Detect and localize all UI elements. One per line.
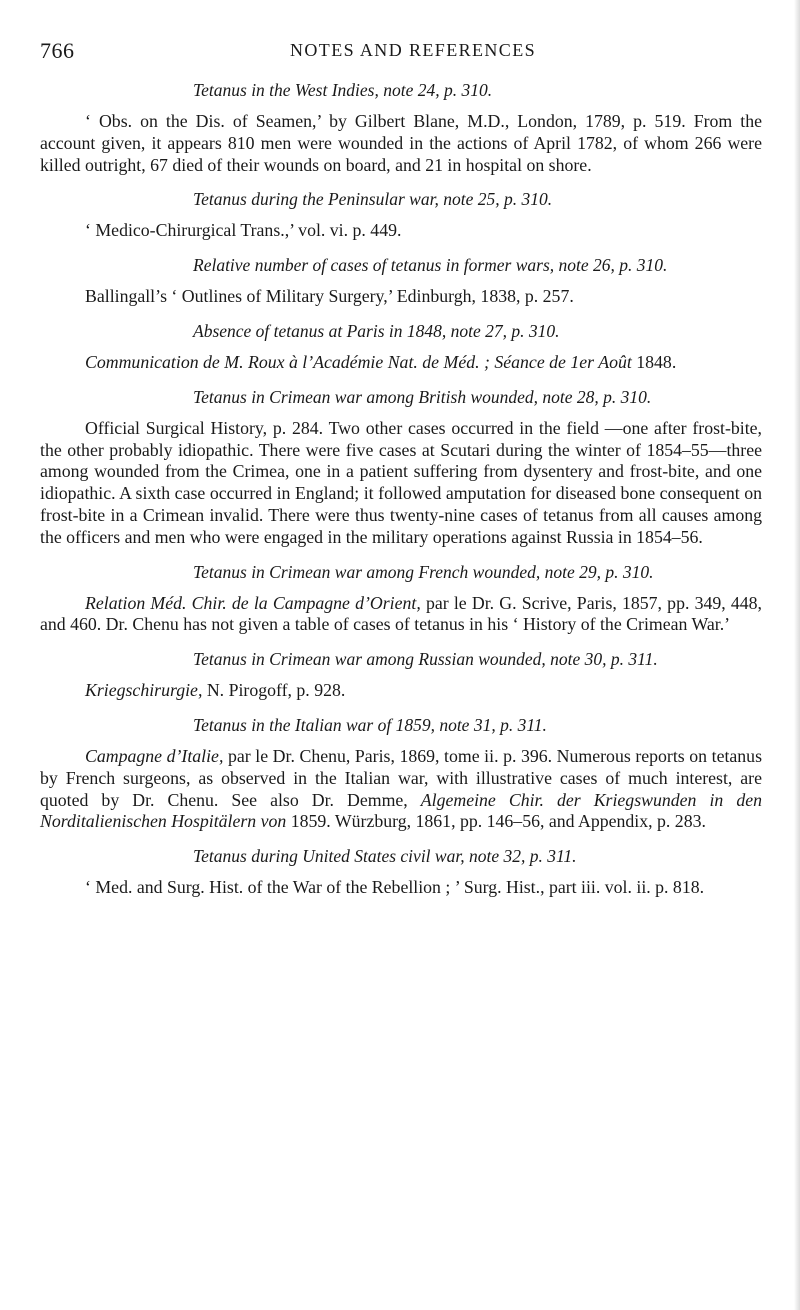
note-citation-rest: par le Dr. Chenu, Paris, 1869, tome ii. p. 396. Numerous reports on tetanus by French surgeons, as observed in the Italian war, with illustrative cases of much interest, are quoted by Dr. Chenu. See also Dr. Demme, — [40, 745, 762, 810]
note-citation-rest: 1848. — [636, 351, 677, 372]
running-title: NOTES AND REFERENCES — [290, 40, 537, 60]
note-text: ‘ Med. and Surg. Hist. of the War of the Rebellion ; ’ Surg. Hist., part iii. vol. ii. p. 818. — [85, 877, 705, 898]
note-section-29 — [40, 560, 762, 637]
note-section-24 — [40, 78, 762, 176]
note-citation-rest: N. Pirogoff, p. 928. — [206, 680, 346, 701]
note-citation: Kriegschirurgie, — [85, 680, 203, 701]
note-citation: Relation Méd. Chir. de la Campagne d’Orient, — [85, 592, 421, 613]
page-number: 766 — [40, 38, 75, 63]
note-heading: Tetanus in Crimean war among British wounded, note 28, p. 310. — [193, 386, 652, 407]
note-citation: Communication de M. Roux à l’Académie Nat. de Méd. ; Séance de 1er Août — [85, 351, 632, 372]
note-citation-rest-2: 1859. Würzburg, 1861, pp. 146–56, and Appendix, p. 283. — [290, 811, 706, 832]
note-section-25 — [40, 187, 762, 242]
page-header — [40, 38, 760, 68]
note-heading: Relative number of cases of tetanus in former wars, note 26, p. 310. — [193, 255, 668, 276]
note-text — [40, 680, 762, 702]
note-citation: Campagne d’Italie, — [85, 745, 224, 766]
note-section-27 — [40, 319, 762, 374]
note-heading: Absence of tetanus at Paris in 1848, note 27, p. 310. — [193, 320, 560, 341]
note-section-26 — [40, 253, 762, 308]
note-heading: Tetanus in Crimean war among French wounded, note 29, p. 310. — [193, 561, 654, 582]
note-citation-rest: par le Dr. G. Scrive, Paris, 1857, pp. 349, 448, and 460. Dr. Chenu has not given a table of cases of tetanus in his ‘ History of the Crimean War.’ — [40, 592, 762, 635]
note-text — [40, 593, 762, 637]
note-text — [40, 352, 762, 374]
note-citation-2: Algemeine Chir. der Kriegswunden in den Norditalienischen Hospitälern von — [40, 789, 762, 832]
note-text: ‘ Medico-Chirurgical Trans.,’ vol. vi. p. 449. — [85, 220, 402, 241]
note-section-28 — [40, 385, 762, 549]
page-edge-shadow — [794, 0, 800, 1310]
note-heading: Tetanus during the Peninsular war, note 25, p. 310. — [193, 189, 553, 210]
note-text — [40, 746, 762, 833]
notes-content — [40, 78, 762, 910]
note-section-32 — [40, 844, 762, 899]
note-text: Ballingall’s ‘ Outlines of Military Surgery,’ Edinburgh, 1838, p. 257. — [85, 286, 574, 307]
note-section-31 — [40, 713, 762, 833]
note-heading: Tetanus in the West Indies, note 24, p. 310. — [193, 80, 493, 100]
note-text: Official Surgical History, p. 284. Two other cases occurred in the field —one after frost-bite, the other probably idiopathic. There were five cases at Scutari during the winter of 1854–55—three among wounded from the Crimea, one in a patient suffering from dysentery and frost-bite, and one idiopathic. A sixth case occurred in England; it followed amputation for diseased bone consequent on frost-bite in a Crimean invalid. There were thus twenty-nine cases of tetanus from all causes among the officers and men who were engaged in the military operations against Russia in 1854–56. — [40, 417, 762, 547]
note-heading: Tetanus during United States civil war, note 32, p. 311. — [193, 846, 577, 867]
note-section-30 — [40, 647, 762, 702]
note-text: ‘ Obs. on the Dis. of Seamen,’ by Gilbert Blane, M.D., London, 1789, p. 519. From the account given, it appears 810 men were wounded in the actions of April 1782, of whom 266 were killed outright, 67 died of their wounds on board, and 21 in hospital on shore. — [40, 111, 762, 175]
note-heading: Tetanus in Crimean war among Russian wounded, note 30, p. 311. — [193, 649, 658, 670]
note-heading: Tetanus in the Italian war of 1859, note 31, p. 311. — [193, 714, 547, 735]
